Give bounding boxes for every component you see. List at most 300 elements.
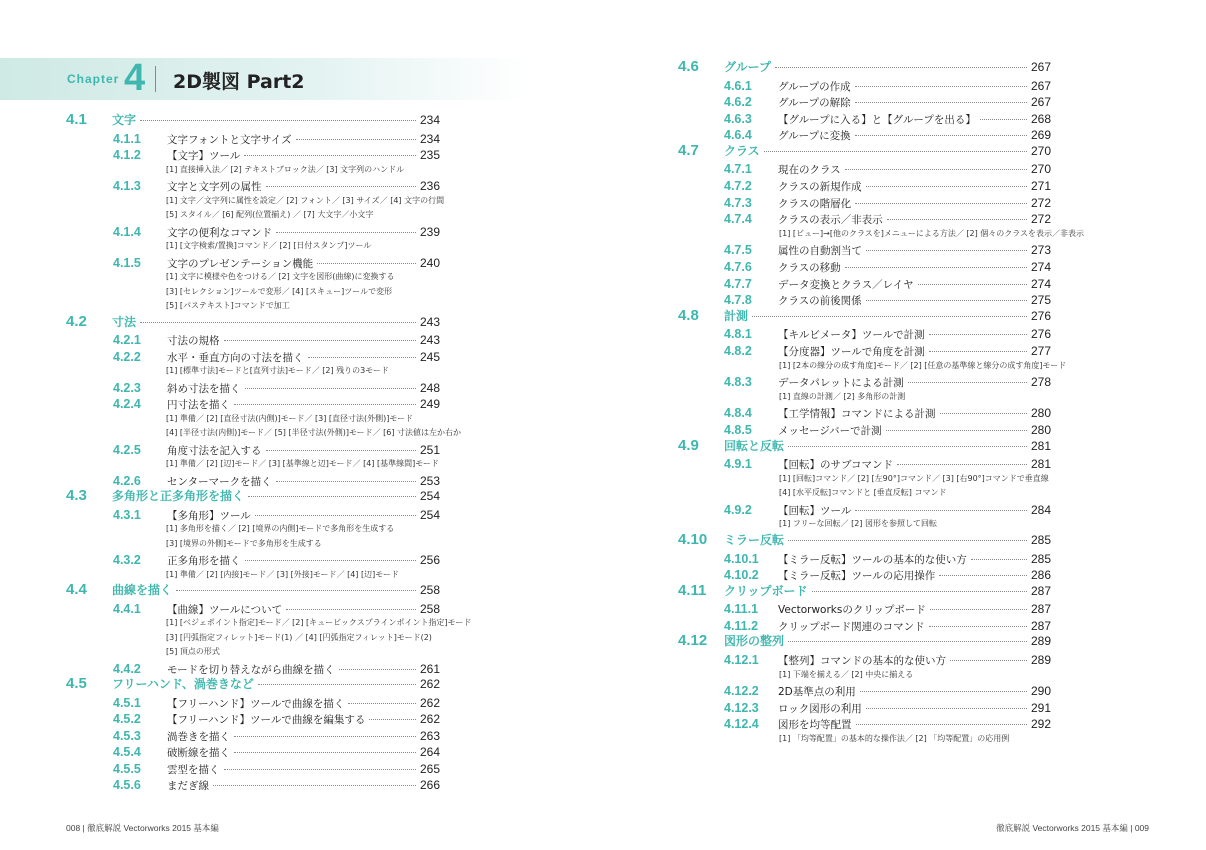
toc-subsection-entry[interactable] <box>724 503 1051 518</box>
leader-dots <box>308 357 416 358</box>
subsection-number: 4.3.2 <box>113 553 141 567</box>
subsection-title: 属性の自動割当て <box>778 245 862 258</box>
toc-subsection-entry[interactable] <box>113 132 440 147</box>
page-number: 280 <box>1030 422 1051 437</box>
page-number: 277 <box>1030 343 1051 358</box>
section-number: 4.10 <box>678 531 708 548</box>
page-number: 285 <box>1030 551 1051 566</box>
toc-subsection-entry[interactable] <box>113 729 440 744</box>
leader-dots <box>929 334 1027 335</box>
section-title: 図形の整列 <box>724 634 785 649</box>
toc-note: [3] [境界の外側]モードで多角形を生成する <box>166 538 322 548</box>
toc-subsection-entry[interactable] <box>724 602 1051 617</box>
subsection-title: 【フリーハンド】ツールで曲線を描く <box>167 697 345 710</box>
section-title: クリップボード <box>724 583 808 598</box>
subsection-title: ロック図形の利用 <box>778 702 862 715</box>
subsection-number: 4.7.3 <box>724 195 752 210</box>
page-number: 258 <box>419 583 440 597</box>
subsection-title: 【ミラー反転】ツールの基本的な使い方 <box>778 553 967 566</box>
toc-subsection-entry[interactable] <box>113 225 440 240</box>
toc-section-entry[interactable] <box>66 487 440 504</box>
page-number: 278 <box>1030 375 1051 390</box>
page-number: 243 <box>419 314 440 329</box>
subsection-title: 寸法の規格 <box>167 335 220 347</box>
subsection-number: 4.12.2 <box>724 684 759 699</box>
subsection-number: 4.8.5 <box>724 422 752 437</box>
toc-subsection-entry[interactable] <box>724 196 1051 211</box>
leader-dots <box>918 284 1027 285</box>
section-number: 4.4 <box>66 581 87 598</box>
page-number: 262 <box>419 712 440 726</box>
leader-dots <box>176 590 416 591</box>
subsection-title: 文字フォントと文字サイズ <box>167 133 292 146</box>
subsection-title: まだぎ線 <box>167 780 209 792</box>
leader-dots <box>930 609 1027 610</box>
leader-dots <box>788 446 1027 447</box>
leader-dots <box>255 515 416 516</box>
leader-dots <box>855 135 1027 136</box>
page-number: 234 <box>419 113 440 127</box>
leader-dots <box>788 641 1027 642</box>
toc-subsection-entry[interactable] <box>724 406 1051 421</box>
page-number: 285 <box>1030 533 1051 547</box>
subsection-title: 【フリーハンド】ツールで曲線を編集する <box>167 714 366 726</box>
toc-subsection-entry[interactable] <box>113 397 440 412</box>
subsection-number: 4.7.6 <box>724 260 752 274</box>
leader-dots <box>856 724 1027 725</box>
page-number: 235 <box>419 148 440 162</box>
subsection-number: 4.5.5 <box>113 761 141 776</box>
subsection-number: 4.7.1 <box>724 162 752 177</box>
section-number: 4.7 <box>678 141 699 159</box>
toc-subsection-entry[interactable] <box>724 277 1051 292</box>
leader-dots <box>788 540 1027 541</box>
toc-note: [1] [ベジェポイント指定]モード／ [2] [キュービックスプラインポイント指定]モード <box>166 618 472 627</box>
leader-dots <box>886 430 1027 431</box>
section-title: ミラー反転 <box>724 533 785 547</box>
leader-dots <box>317 263 416 264</box>
leader-dots <box>950 660 1027 661</box>
chapter-number: 4 <box>124 57 146 99</box>
leader-dots <box>940 413 1027 414</box>
subsection-title: メッセージバーで計測 <box>778 424 882 437</box>
toc-section-entry[interactable] <box>678 437 1051 454</box>
toc-subsection-entry[interactable] <box>113 256 440 271</box>
toc-subsection-entry[interactable] <box>724 179 1051 194</box>
toc-subsection-entry[interactable] <box>113 712 440 727</box>
leader-dots <box>224 769 416 770</box>
toc-subsection-entry[interactable] <box>113 508 440 523</box>
leader-dots <box>887 219 1027 220</box>
leader-dots <box>213 785 416 786</box>
subsection-number: 4.12.1 <box>724 652 759 667</box>
toc-section-entry[interactable] <box>66 111 440 128</box>
section-number: 4.11 <box>678 581 707 599</box>
subsection-title: 図形を均等配置 <box>778 719 852 732</box>
leader-dots <box>860 691 1027 692</box>
section-number: 4.1 <box>66 111 87 128</box>
leader-dots <box>752 316 1027 317</box>
leader-dots <box>244 155 416 156</box>
page-number: 262 <box>419 695 440 710</box>
toc-subsection-entry[interactable] <box>724 327 1051 342</box>
leader-dots <box>855 86 1027 87</box>
toc-subsection-entry[interactable] <box>724 344 1051 359</box>
subsection-title: クラスの新規作成 <box>778 181 862 193</box>
toc-subsection-entry[interactable] <box>724 212 1051 227</box>
subsection-number: 4.8.1 <box>724 327 752 342</box>
toc-subsection-entry[interactable] <box>113 762 440 777</box>
toc-right <box>603 0 1206 850</box>
leader-dots <box>276 232 416 233</box>
leader-dots <box>866 186 1027 187</box>
subsection-number: 4.1.4 <box>113 224 141 239</box>
leader-dots <box>939 575 1027 576</box>
subsection-number: 4.11.2 <box>724 618 759 633</box>
subsection-title: 破断線を描く <box>167 747 230 759</box>
page-number: 271 <box>1030 179 1051 193</box>
subsection-title: グループに変換 <box>778 130 851 143</box>
toc-note: [1] [ビュー]→[他のクラスを]メニューによる方法／ [2] 個々のクラスを表示／非表示 <box>779 228 1084 238</box>
toc-subsection-entry[interactable] <box>113 443 440 458</box>
toc-subsection-entry[interactable] <box>724 162 1051 177</box>
right-page-footer: 徹底解説 Vectorworks 2015 基本編 | 009 <box>996 823 1149 833</box>
subsection-title: 渦巻きを描く <box>167 730 230 743</box>
section-number: 4.6 <box>678 58 699 75</box>
page-number: 274 <box>1030 276 1051 291</box>
section-number: 4.3 <box>66 487 87 504</box>
page-number: 269 <box>1030 128 1051 143</box>
section-number: 4.8 <box>678 306 699 324</box>
subsection-number: 4.6.4 <box>724 128 752 143</box>
section-title: 回転と反転 <box>724 438 785 453</box>
leader-dots <box>845 267 1027 268</box>
leader-dots <box>286 609 416 610</box>
subsection-title: クラスの表示／非表示 <box>778 214 883 227</box>
subsection-title: データパレットによる計測 <box>778 377 904 390</box>
page-number: 267 <box>1030 78 1051 93</box>
toc-subsection-entry[interactable] <box>724 552 1051 567</box>
toc-note: [4] [半径寸法(内側)]モード／ [5] [半径寸法(外側)]モード／ [6] 寸法値は左か右か <box>166 428 462 437</box>
section-number: 4.5 <box>66 675 87 692</box>
toc-subsection-entry[interactable] <box>724 79 1051 94</box>
leader-dots <box>258 684 416 685</box>
page-number: 236 <box>419 179 440 193</box>
toc-note: [1] [標準寸法]モードと[直列寸法]モード／ [2] 残りの3モード <box>166 366 389 375</box>
page-number: 284 <box>1030 502 1051 517</box>
subsection-title: 雲型を描く <box>167 763 220 776</box>
subsection-number: 4.8.2 <box>724 343 752 358</box>
section-title: 計測 <box>724 308 749 323</box>
page-number: 248 <box>419 380 440 395</box>
leader-dots <box>855 510 1027 511</box>
leader-dots <box>855 102 1027 103</box>
leader-dots <box>248 496 416 497</box>
toc-subsection-entry[interactable] <box>113 745 440 760</box>
toc-subsection-entry[interactable] <box>724 684 1051 699</box>
section-title: 多角形と正多角形を描く <box>112 489 245 503</box>
toc-subsection-entry[interactable] <box>724 375 1051 390</box>
page-number: 290 <box>1030 684 1051 699</box>
toc-note: [1] 「均等配置」の基本的な操作法／ [2] 「均等配置」の応用例 <box>779 733 1010 743</box>
toc-subsection-entry[interactable] <box>724 457 1051 472</box>
toc-subsection-entry[interactable] <box>724 260 1051 275</box>
toc-section-entry[interactable] <box>66 675 440 692</box>
subsection-number: 4.8.3 <box>724 375 752 390</box>
subsection-title: 【曲線】ツールについて <box>167 603 283 616</box>
section-title: 文字 <box>112 113 137 127</box>
page-number: 261 <box>419 661 440 676</box>
toc-section-entry[interactable] <box>678 142 1051 159</box>
toc-subsection-entry[interactable] <box>724 243 1051 258</box>
subsection-title: 文字のプレゼンテーション機能 <box>167 257 314 270</box>
subsection-number: 4.1.5 <box>113 255 141 270</box>
leader-dots <box>224 340 416 341</box>
subsection-number: 4.3.1 <box>113 507 141 522</box>
page-number: 234 <box>419 131 440 146</box>
subsection-title: クラスの移動 <box>778 262 841 274</box>
subsection-number: 4.9.2 <box>724 502 752 517</box>
right-page <box>603 0 1206 850</box>
page-number: 266 <box>419 778 440 792</box>
left-page-footer: 008 | 徹底解説 Vectorworks 2015 基本編 <box>66 823 219 833</box>
page-number: 289 <box>1030 652 1051 667</box>
toc-note: [1] 準備／ [2] [内接]モード／ [3] [外接]モード／ [4] [辺]モード <box>166 569 399 579</box>
subsection-title: Vectorworksのクリップボード <box>778 604 926 617</box>
leader-dots <box>929 351 1027 352</box>
page-number: 253 <box>419 473 440 488</box>
subsection-number: 4.5.4 <box>113 745 141 759</box>
page-number: 273 <box>1030 243 1051 258</box>
leader-dots <box>276 481 416 482</box>
page-number: 245 <box>419 349 440 364</box>
chapter-title: 2D製図 Part2 <box>173 71 305 93</box>
toc-subsection-entry[interactable] <box>724 95 1051 110</box>
toc-section-entry[interactable] <box>678 307 1051 324</box>
leader-dots <box>234 736 416 737</box>
page-number: 239 <box>419 224 440 239</box>
subsection-number: 4.7.5 <box>724 243 752 258</box>
page-number: 267 <box>1030 95 1051 110</box>
toc-note: [1] [2本の線分の成す角度]モード／ [2] [任意の基準線と線分の成す角度]モード <box>779 360 1067 370</box>
page-number: 263 <box>419 728 440 743</box>
page-number: 268 <box>1030 111 1051 126</box>
subsection-number: 4.10.1 <box>724 551 759 566</box>
subsection-number: 4.5.3 <box>113 728 141 743</box>
toc-subsection-entry[interactable] <box>113 696 440 711</box>
page-number: 251 <box>419 442 440 457</box>
page-number: 287 <box>1030 583 1051 598</box>
subsection-title: 【文字】ツール <box>167 150 241 162</box>
toc-note: [1] 直線の計測／ [2] 多角形の計測 <box>779 391 906 401</box>
subsection-title: 斜め寸法を描く <box>167 382 241 395</box>
subsection-title: センターマークを描く <box>167 475 272 488</box>
toc-note: [1] 準備／ [2] [直径寸法(内側)]モード／ [3] [直径寸法(外側)]モード <box>166 413 414 423</box>
subsection-number: 4.6.1 <box>724 78 752 93</box>
page-number: 281 <box>1030 457 1051 471</box>
subsection-title: 水平・垂直方向の寸法を描く <box>167 351 304 364</box>
toc-subsection-entry[interactable] <box>113 553 440 568</box>
subsection-number: 4.2.5 <box>113 442 141 457</box>
toc-section-entry[interactable] <box>678 632 1051 649</box>
page-number: 249 <box>419 397 440 411</box>
page-number: 275 <box>1030 293 1051 308</box>
subsection-title: クラスの前後関係 <box>778 295 862 308</box>
toc-subsection-entry[interactable] <box>724 653 1051 668</box>
page-number: 276 <box>1030 308 1051 323</box>
leader-dots <box>266 450 416 451</box>
page-number: 272 <box>1030 212 1051 227</box>
subsection-title: クリップボード関連のコマンド <box>778 620 925 633</box>
toc-subsection-entry[interactable] <box>113 381 440 396</box>
page-number: 258 <box>419 601 440 616</box>
toc-subsection-entry[interactable] <box>113 179 440 194</box>
page-number: 254 <box>419 507 440 522</box>
toc-note: [1] 下端を揃える／ [2] 中央に揃える <box>779 669 914 679</box>
subsection-title: 【回転】のサブコマンド <box>778 459 893 471</box>
leader-dots <box>855 203 1027 204</box>
section-number: 4.9 <box>678 436 699 454</box>
toc-note: [1] 直接挿入法／ [2] テキストブロック法／ [3] 文字列のハンドル <box>166 164 405 174</box>
subsection-title: グループの解除 <box>778 97 851 110</box>
toc-section-entry[interactable] <box>678 531 1051 548</box>
toc-subsection-entry[interactable] <box>724 112 1051 127</box>
subsection-title: 現在のクラス <box>778 164 841 177</box>
page-number: 272 <box>1030 195 1051 210</box>
subsection-title: 角度寸法を記入する <box>167 444 262 457</box>
leader-dots <box>980 119 1027 120</box>
subsection-number: 4.4.1 <box>113 601 141 616</box>
page-number: 270 <box>1030 162 1051 177</box>
subsection-title: 【回転】ツール <box>778 504 852 517</box>
toc-note: [4] [水平反転]コマンドと [垂直反転] コマンド <box>779 488 947 498</box>
toc-section-entry[interactable] <box>66 581 440 598</box>
subsection-title: クラスの階層化 <box>778 197 852 210</box>
leader-dots <box>764 151 1027 152</box>
toc-note: [1] 多角形を描く／ [2] [境界の内側]モードで多角形を生成する <box>166 524 395 533</box>
leader-dots <box>812 591 1027 592</box>
page-number: 292 <box>1030 717 1051 732</box>
toc-note: [1] フリーな回転／ [2] 図形を参照して回転 <box>779 519 937 529</box>
subsection-number: 4.1.2 <box>113 148 141 162</box>
subsection-title: 【分度器】ツールで角度を計測 <box>778 345 925 358</box>
toc-subsection-entry[interactable] <box>724 717 1051 732</box>
toc-note: [1] 準備／ [2] [辺]モード／ [3] [基準線と辺]モード／ [4] [基準線間]モード <box>166 459 439 468</box>
leader-dots <box>897 464 1027 465</box>
subsection-number: 4.6.3 <box>724 111 752 126</box>
toc-note: [5] [パステキスト]コマンドで加工 <box>166 301 290 310</box>
toc-section-entry[interactable] <box>678 582 1051 599</box>
subsection-title: 正多角形を描く <box>167 555 241 567</box>
toc-section-entry[interactable] <box>678 58 1051 75</box>
toc-subsection-entry[interactable] <box>113 333 440 348</box>
leader-dots <box>908 382 1027 383</box>
subsection-title: モードを切り替えながら曲線を描く <box>167 663 335 676</box>
toc-note: [3] [円弧指定フィレット]モード(1) ／ [4] [円弧指定フィレット]モード(2) <box>166 632 432 642</box>
subsection-title: 【多角形】ツール <box>167 509 251 522</box>
leader-dots <box>234 752 416 753</box>
leader-dots <box>140 120 416 121</box>
page-number: 280 <box>1030 406 1051 421</box>
section-title: フリーハンド、渦巻きなど <box>112 677 254 691</box>
chapter-label: Chapter <box>67 72 120 86</box>
page-number: 276 <box>1030 327 1051 342</box>
page-number: 265 <box>419 761 440 776</box>
subsection-title: データ変換とクラス／レイヤ <box>778 278 914 291</box>
leader-dots <box>140 322 416 323</box>
subsection-number: 4.2.2 <box>113 349 141 364</box>
leader-dots <box>845 169 1027 170</box>
leader-dots <box>866 250 1027 251</box>
toc-subsection-entry[interactable] <box>724 701 1051 716</box>
leader-dots <box>348 703 416 704</box>
toc-note: [1] [回転]コマンド／ [2] [左90°]コマンド／ [3] [右90°]コマンドで垂直線 <box>779 473 1049 483</box>
leader-dots <box>929 626 1027 627</box>
subsection-number: 4.7.4 <box>724 212 752 227</box>
subsection-number: 4.2.3 <box>113 380 141 395</box>
leader-dots <box>866 708 1027 709</box>
page-number: 289 <box>1030 634 1051 649</box>
leader-dots <box>369 719 416 720</box>
subsection-number: 4.1.3 <box>113 179 141 193</box>
subsection-number: 4.1.1 <box>113 131 141 146</box>
page-number: 267 <box>1030 60 1051 74</box>
subsection-title: 【グループに入る】と【グループを出る】 <box>778 113 976 126</box>
toc-subsection-entry[interactable] <box>113 148 440 163</box>
subsection-number: 4.7.7 <box>724 276 752 291</box>
subsection-number: 4.5.6 <box>113 778 141 792</box>
page-number: 287 <box>1030 602 1051 617</box>
subsection-number: 4.7.2 <box>724 179 752 193</box>
section-title: 寸法 <box>112 314 137 329</box>
page-number: 270 <box>1030 143 1051 158</box>
subsection-number: 4.11.1 <box>724 602 759 617</box>
toc-subsection-entry[interactable] <box>113 350 440 365</box>
page-number: 291 <box>1030 700 1051 715</box>
subsection-title: 文字の便利なコマンド <box>167 226 272 239</box>
subsection-number: 4.12.3 <box>724 700 759 715</box>
subsection-title: グループの作成 <box>778 80 851 93</box>
leader-dots <box>245 388 416 389</box>
subsection-number: 4.12.4 <box>724 717 759 732</box>
subsection-number: 4.2.6 <box>113 473 141 488</box>
subsection-number: 4.6.2 <box>724 95 752 110</box>
toc-note: [3] [セレクション]ツールで変形／ [4] [スキュー]ツールで変形 <box>166 286 393 296</box>
leader-dots <box>775 67 1027 68</box>
toc-note: [5] 頂点の形式 <box>166 647 220 656</box>
leader-dots <box>266 186 416 187</box>
subsection-title: 【キルビメータ】ツールで計測 <box>778 329 925 342</box>
subsection-title: 【ミラー反転】ツールの応用操作 <box>778 570 936 583</box>
page-number: 274 <box>1030 260 1051 274</box>
toc-subsection-entry[interactable] <box>113 602 440 617</box>
toc-note: [1] 文字／文字列に属性を設定／ [2] フォント／ [3] サイズ／ [4] 文字の行間 <box>166 195 445 205</box>
section-title: グループ <box>724 60 772 74</box>
subsection-title: 【工学情報】コマンドによる計測 <box>778 408 936 421</box>
leader-dots <box>971 559 1027 560</box>
page-number: 254 <box>419 489 440 503</box>
toc-subsection-entry[interactable] <box>113 778 440 793</box>
subsection-title: 円寸法を描く <box>167 399 230 411</box>
subsection-number: 4.2.4 <box>113 397 141 411</box>
leader-dots <box>296 139 416 140</box>
subsection-number: 4.8.4 <box>724 406 752 421</box>
leader-dots <box>234 404 416 405</box>
toc-section-entry[interactable] <box>66 313 440 330</box>
page-number: 240 <box>419 255 440 270</box>
section-title: 曲線を描く <box>112 583 173 597</box>
leader-dots <box>245 560 416 561</box>
